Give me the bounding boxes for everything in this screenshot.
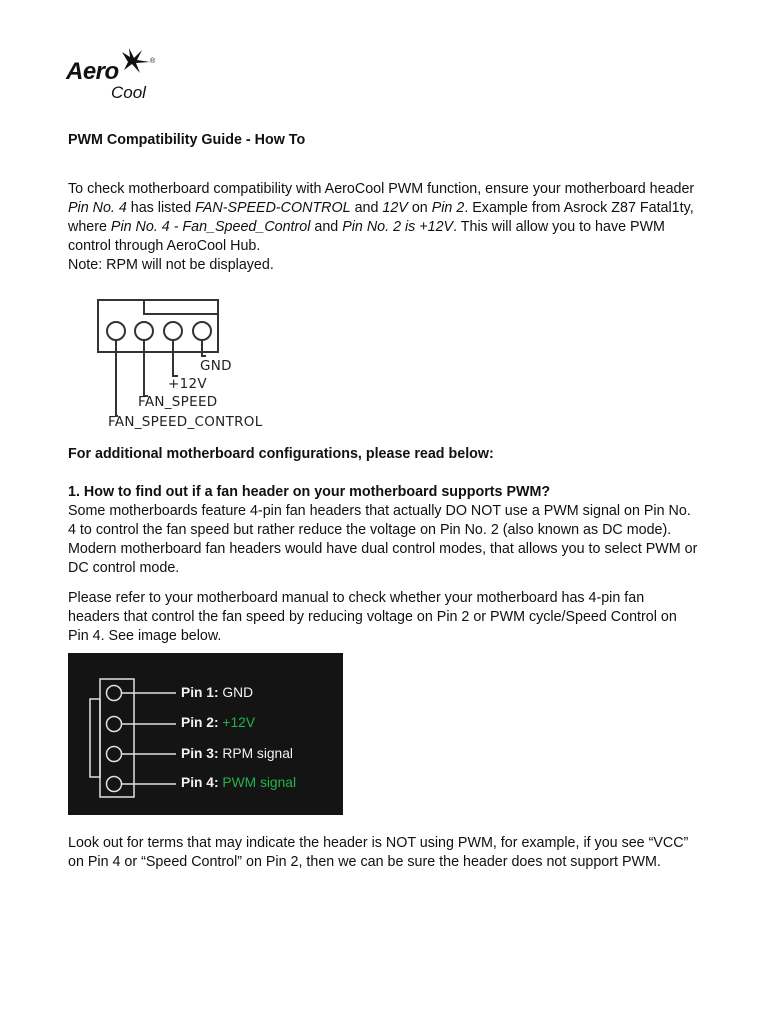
intro-italic-1: Pin No. 4 — [68, 200, 127, 216]
pin-connector-drawing — [68, 653, 343, 815]
additional-configs-heading: For additional motherboard configurations, please read below: — [68, 446, 494, 462]
intro-italic-4: Pin 2 — [431, 200, 465, 216]
non-pwm-terms-paragraph: Look out for terms that may indicate the header is NOT using PWM, for example, if you see “VCC” on Pin 4 or “Speed Control” on Pin 2, then we can be sure the header does not support PWM. — [68, 835, 689, 870]
pin-3-value: RPM signal — [222, 746, 293, 761]
pin-row-2 — [181, 715, 255, 730]
intro-text-2: has listed — [126, 200, 196, 216]
intro-italic-2: FAN-SPEED-CONTROL — [195, 200, 351, 216]
pin-layout-image — [68, 653, 343, 815]
pin-2-label: Pin 2: — [181, 715, 219, 730]
intro-note: Note: RPM will not be displayed. — [68, 257, 274, 273]
logo-registered-mark: ® — [150, 58, 156, 65]
pin-2-value: +12V — [222, 715, 256, 730]
question-1-heading: 1. How to find out if a fan header on your motherboard supports PWM? — [68, 484, 551, 500]
logo-brand-main: Aero — [66, 58, 119, 85]
intro-italic-5: Pin No. 4 - Fan_Speed_Control — [110, 219, 311, 235]
intro-italic-6: Pin No. 2 is +12V — [342, 219, 454, 235]
aerocool-logo — [66, 46, 162, 104]
intro-text-1: To check motherboard compatibility with AeroCool PWM function, ensure your motherboard header — [68, 181, 695, 197]
intro-text-3: and — [350, 200, 383, 216]
diagram-label-gnd: GND — [200, 358, 232, 374]
star-burst-icon — [116, 46, 152, 74]
pin-1-value: GND — [222, 685, 254, 700]
page-title: PWM Compatibility Guide - How To — [68, 132, 306, 148]
intro-text-7: . This will allow you to have PWM control through AeroCool Hub. — [68, 219, 665, 254]
diagram-label-12v: +12V — [168, 376, 207, 392]
pin-row-4 — [181, 775, 296, 790]
diagram-label-fan-speed: FAN_SPEED — [138, 394, 218, 410]
pin-4-label: Pin 4: — [181, 775, 219, 790]
pin-1-label: Pin 1: — [181, 685, 219, 700]
intro-text-5: . Example from Asrock Z87 Fatal1ty, where — [68, 200, 694, 235]
manual-reference-paragraph: Please refer to your motherboard manual to check whether your motherboard has 4-pin fan headers that control the fan speed by reducing voltage on Pin 2 or PWM cycle/Speed Control on Pin 4. See image below. — [68, 590, 677, 644]
diagram-label-fan-speed-control: FAN_SPEED_CONTROL — [108, 414, 263, 430]
pin-row-1 — [181, 685, 253, 700]
intro-paragraph — [68, 180, 698, 275]
pin-3-label: Pin 3: — [181, 746, 219, 761]
logo-brand-sub: Cool — [111, 83, 146, 102]
pin-row-3 — [181, 746, 293, 761]
intro-italic-3: 12V — [382, 200, 408, 216]
pin-4-value: PWM signal — [222, 775, 297, 790]
fan-header-diagram — [88, 296, 328, 434]
intro-text-4: on — [407, 200, 432, 216]
question-1-answer: Some motherboards feature 4-pin fan headers that actually DO NOT use a PWM signal on Pin No. 4 to control the fan speed but rather reduce the voltage on Pin No. 2 (also known as DC mode). Modern motherboard fan headers would have dual control modes, that allows you to select PWM or DC control mode. — [68, 503, 698, 576]
intro-text-6: and — [310, 219, 343, 235]
